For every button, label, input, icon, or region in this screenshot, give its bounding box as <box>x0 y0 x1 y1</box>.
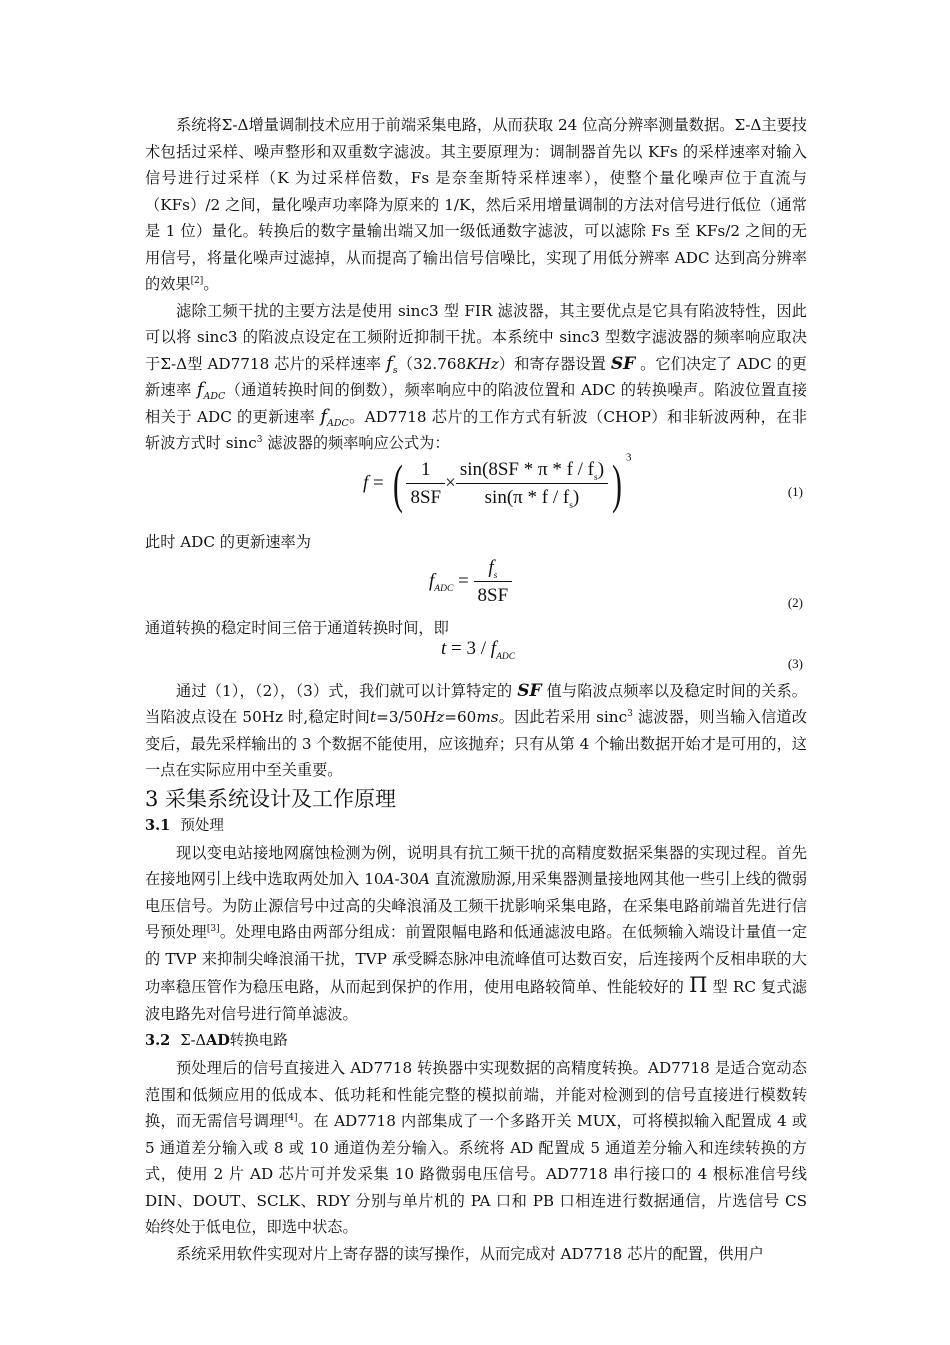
numerator <box>456 459 608 484</box>
math-operator: = 3 / <box>446 637 491 659</box>
equation-3 <box>145 637 807 678</box>
subsection-heading-3-1 <box>145 814 807 838</box>
text: 滤除工频干扰的主要方法是使用 sinc3 型 FIR 滤波器，其主要优点是它具有陷波特性，因此可以将 sinc3 的陷波点设定在工频附近抑制干扰。本系统中 sinc3 型数字滤波器的频率响应取决于Σ-Δ型 AD7718 芯片的采样速率 <box>145 301 807 373</box>
paragraph-software <box>145 1241 807 1268</box>
superscript: 3 <box>256 434 263 445</box>
math-symbol: f <box>363 471 369 493</box>
text: =3/50 <box>376 708 423 726</box>
text: 。在 AD7718 内部集成了一个多路开关 MUX，可将模拟输入配置成 4 或 5 通道差分输入或 8 或 10 通道伪差分输入。系统将 AD 配置成 5 通道差分输入和连续转换的方式，使用 2 片 AD 芯片可并发采集 10 路微弱电压信号。AD7718 串行接口的 4 根标准信号线 DIN、DOUT、SCLK、RDY 分别与单片机的 PA 口和 PB 口相连进行数据通信，片选信号 CS 始终处于低电位，即选中状态。 <box>145 1112 808 1236</box>
fraction-one-over-8sf <box>406 459 445 509</box>
text: 。它们决定了 ADC 的更新速率 <box>145 354 807 399</box>
math-symbol: f <box>488 557 494 578</box>
math-symbol: t <box>441 637 447 659</box>
fraction-fs-over-8sf <box>474 557 513 607</box>
text: ) <box>572 486 580 508</box>
paragraph-sigma-delta <box>145 112 807 298</box>
text: 直流激励源,用采集器测量接地网其他一些引上线的微弱电压信号。为防止源信号中过高的尖峰浪涌及工频干扰影响采集电路，在采集电路前端首先进行信号预处理 <box>145 870 808 941</box>
unit: A <box>418 870 430 888</box>
math-symbol: f <box>320 405 327 427</box>
math-subscript: ADC <box>434 584 454 595</box>
equation-2 <box>145 555 807 615</box>
section-title: 转换电路 <box>229 1033 288 1049</box>
text: 通道转换的稳定时间三倍于通道转换时间，即 <box>145 619 449 637</box>
math-symbol: f <box>429 570 435 592</box>
math-subscript: ADC <box>203 391 226 403</box>
math-subscript: s <box>569 500 573 511</box>
math-symbol: f <box>196 379 204 400</box>
equation-number: (1) <box>787 483 803 499</box>
section-number: 3.1 <box>145 816 171 834</box>
text: 。处理电路由两部分组成：前置限幅电路和低通滤波电路。在低频输入端设计量值一定的 TVP 来抑制尖峰浪涌干扰，TVP 承受瞬态脉冲电流峰值可达数百安，后连接两个反相串联的大功率稳压管作为稳压电路，从而起到保护的作用，使用电路较简单、性能较好的 <box>145 923 808 996</box>
text: sin(8SF * π * f / f <box>459 458 595 480</box>
text: 系统将Σ-Δ增量调制技术应用于前端采集电路，从而获取 24 位高分辨率测量数据。Σ-Δ主要技术包括过采样、噪声整形和双重数字滤波。其主要原理为：调制器首先以 KFs 的采样速率对输入信号进行过采样（K 为过采样倍数，Fs 是奈奎斯特采样速率），使整个量化噪声位于直流与（KFs）/2 之间，量化噪声功率降为原来的 1/K，然后采用增量调制的方法对信号进行低位（通常是 1 位）量化。转换后的数字量输出端又加一级低通数字滤波，可以滤除 Fs 至 KFs/2 之间的无用信号，将量化噪声过滤掉，从而提高了输出信号信噪比，实现了用低分辨率 ADC 达到高分辨率的效果 <box>145 116 807 293</box>
math-subscript: ADC <box>496 651 516 662</box>
text: 此时 ADC 的更新速率为 <box>145 532 311 551</box>
citation: [3] <box>206 923 220 934</box>
text: 滤波器的频率响应公式为： <box>262 434 450 452</box>
denominator <box>456 484 608 509</box>
math-symbol: SF <box>517 680 542 701</box>
paragraph-preprocessing <box>145 840 807 1028</box>
text: 现以变电站接地网腐蚀检测为例，说明具有抗工频干扰的高精度数据采集器的实现过程。首先在接地网引上线中选取两处加入 10 <box>145 843 807 888</box>
text: 预处理后的信号直接进入 AD7718 转换器中实现数据的高精度转换。AD7718 是适合宽动态范围和低频应用的低成本、低功耗和性能完整的模拟前端，并能对检测到的信号直接进行模数转换，而无需信号调理 <box>145 1059 807 1130</box>
math-subscript: s <box>594 472 598 483</box>
section-number: 3.2 <box>145 1032 171 1049</box>
unit: Hz <box>423 708 445 726</box>
math-symbol: f <box>386 352 393 374</box>
text: 滤波器，则当输入信道改变后，最先采样输出的 3 个数据不能使用，应该抛弃；只有从第 4 个输出数据开始才是可用的，这一点在实际应用中至关重要。 <box>145 708 807 779</box>
text: 系统采用软件实现对片上寄存器的读写操作，从而完成对 AD7718 芯片的配置，供用户 <box>176 1244 764 1263</box>
math-symbol: f <box>490 637 497 659</box>
superscript: 3 <box>627 708 633 719</box>
unit: ms <box>476 708 499 726</box>
math-subscript: s <box>493 570 498 581</box>
paragraph-notch <box>145 678 807 784</box>
numerator <box>474 557 513 582</box>
math-subscript: s <box>392 364 398 376</box>
text: 。 <box>203 275 219 293</box>
subsection-heading-3-2 <box>145 1029 807 1053</box>
fraction-sin <box>456 459 608 509</box>
text: sin(π * f / f <box>484 486 570 508</box>
text: （32.768 <box>397 354 467 373</box>
paragraph-sinc3 <box>145 298 807 457</box>
left-paren: ( <box>392 453 403 514</box>
text: ) <box>597 458 605 480</box>
text: 。AD7718 芯片的工作方式有斩波（CHOP）和非斩波两种，在非斩波方式时 sinc <box>145 407 807 452</box>
numerator: 1 <box>406 459 445 484</box>
text: -30 <box>394 870 419 888</box>
text: 值与陷波点频率以及稳定时间的关系。当陷波点设在 50Hz 时,稳定时间 <box>145 681 807 726</box>
text: ）和寄存器设置 <box>498 354 611 373</box>
math-operator: × <box>445 471 456 493</box>
equation-number: (3) <box>787 655 803 671</box>
citation: [4] <box>284 1112 298 1123</box>
paragraph-ad-conversion <box>145 1055 807 1241</box>
citation: [2] <box>190 275 204 286</box>
section-heading-3: 3 采集系统设计及工作原理 <box>145 786 397 811</box>
math-symbol: t <box>370 708 377 726</box>
math-operator: = <box>453 570 474 592</box>
section-symbol: Σ-Δ <box>180 1033 206 1049</box>
paper-page <box>145 112 807 1267</box>
denominator: 8SF <box>410 486 442 508</box>
math-symbol: Π <box>689 973 708 997</box>
text: =60 <box>444 708 477 726</box>
math-subscript: ADC <box>327 417 349 429</box>
section-abbrev: AD <box>205 1032 230 1049</box>
text: 通过（1），（2），（3）式，我们就可以计算特定的 <box>176 681 518 700</box>
paragraph-update-rate <box>145 529 807 556</box>
right-paren: ) <box>612 453 622 514</box>
equation-1 <box>145 450 807 529</box>
exponent: 3 <box>626 450 632 463</box>
text: 。因此若采用 sinc <box>498 708 628 726</box>
section-title: 预处理 <box>180 817 224 834</box>
text: （通道转换时间的倒数），频率响应中的陷波位置和 ADC 的转换噪声。陷波位置直接相关于 ADC 的更新速率 <box>145 381 808 426</box>
math-symbol: SF <box>610 353 636 374</box>
unit: A <box>383 870 395 888</box>
denominator: 8SF <box>477 585 509 606</box>
unit: KHz <box>466 354 499 373</box>
text: 型 RC 复式滤波电路先对信号进行简单滤波。 <box>145 978 807 1023</box>
equation-number: (2) <box>787 595 803 610</box>
math-operator: = <box>368 471 389 493</box>
